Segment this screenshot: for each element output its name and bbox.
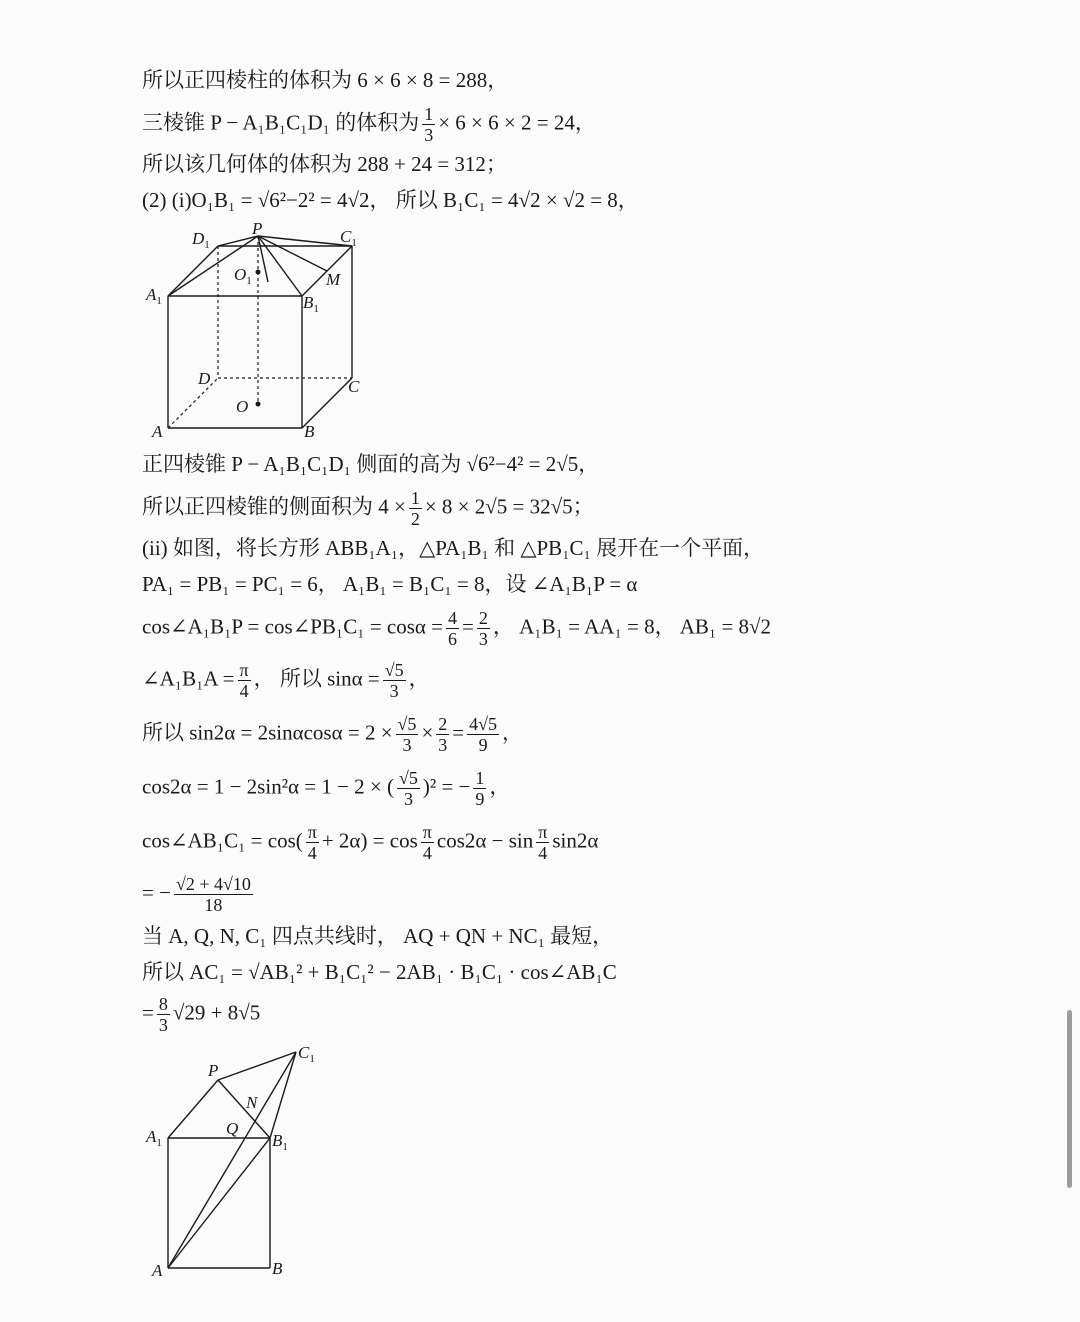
lengths-line: PA₁ = PB₁ = PC₁ = 6， A₁B₁ = B₁C₁ = 8，设 ∠A₁B₁P = α xyxy=(142,572,638,596)
fraction-eight-thirds: $\frac{8}{3}$ xyxy=(158,994,168,1035)
text-segment: = xyxy=(452,720,465,745)
volume-pyramid-line xyxy=(142,104,596,145)
fraction-one-third: $\frac{1}{3}$ xyxy=(424,104,434,145)
text-segment: cos∠AB₁C₁ = cos( xyxy=(142,828,303,853)
part2-i-line: (2) (i)O₁B₁ = √6²−2² = 4√2， 所以 B₁C₁ = 4√2 × √2 = 8， xyxy=(142,188,639,212)
collinear-line: 当 A, Q, N, C₁ 四点共线时， AQ + QN + NC₁ 最短， xyxy=(142,924,614,948)
figure-unfolded-net xyxy=(140,1040,340,1280)
label-C1: $C_1$ xyxy=(298,1043,315,1065)
label-O: O xyxy=(236,397,249,416)
text-segment: sin2α xyxy=(552,828,599,853)
text-segment: 所以正四棱锥的侧面积为 4 × xyxy=(142,494,406,519)
text-segment: 三棱锥 P − A₁B₁C₁D₁ 的体积为 xyxy=(142,110,420,135)
volume-prism-line: 所以正四棱柱的体积为 6 × 6 × 8 = 288， xyxy=(142,68,509,92)
text-segment: 所以 sin2α = 2sinαcosα = 2 × xyxy=(142,720,393,745)
fraction-one-ninth: $\frac{1}{9}$ xyxy=(475,768,485,809)
text-segment: )² = − xyxy=(422,774,471,799)
label-B1: $B_1$ xyxy=(303,293,319,315)
text-segment: + 2α) = cos xyxy=(321,828,418,853)
fraction-cos-result: $\frac{√2 + 4√10}{18}$ xyxy=(175,874,251,915)
fraction-four-sqrt5-9: $\frac{4√5}{9}$ xyxy=(469,714,498,755)
cos-alpha-line xyxy=(142,608,771,649)
label-A: A xyxy=(152,422,163,441)
vertical-scrollbar[interactable] xyxy=(1067,1010,1072,1188)
fraction-pi-four: $\frac{\pi}{4}$ xyxy=(239,660,249,701)
sin-alpha-line xyxy=(142,660,430,701)
text-segment: × xyxy=(421,720,434,745)
text-segment: = − xyxy=(142,880,171,905)
fraction-one-half: $\frac{1}{2}$ xyxy=(410,488,420,529)
label-B: B xyxy=(304,422,315,441)
ac1-result-line xyxy=(142,994,260,1035)
label-P: P xyxy=(208,1061,219,1080)
fraction-sqrt5-3: $\frac{√5}{3}$ xyxy=(384,660,404,701)
cos-angle-line xyxy=(142,822,598,863)
part2-ii-line: (ii) 如图，将长方形 ABB₁A₁，△PA₁B₁ 和 △PB₁C₁ 展开在一个平面， xyxy=(142,536,765,560)
text-segment: ， xyxy=(408,666,430,691)
fraction-pi-four: $\frac{\pi}{4}$ xyxy=(422,822,432,863)
label-C1: $C_1$ xyxy=(340,227,357,249)
fraction-sqrt5-3: $\frac{√5}{3}$ xyxy=(397,714,417,755)
lateral-height-line: 正四棱锥 P − A₁B₁C₁D₁ 侧面的高为 √6²−4² = 2√5， xyxy=(142,452,600,476)
figure-prism-pyramid xyxy=(140,222,380,444)
text-segment: × 8 × 2√5 = 32√5； xyxy=(424,494,594,519)
label-Q: Q xyxy=(226,1119,239,1138)
cos-2alpha-line xyxy=(142,768,510,809)
label-A1: $A_1$ xyxy=(146,1127,162,1149)
volume-total-line: 所以该几何体的体积为 288 + 24 = 312； xyxy=(142,152,507,176)
fraction-four-sixths: $\frac{4}{6}$ xyxy=(448,608,458,649)
label-C: C xyxy=(348,377,360,396)
label-A: A xyxy=(152,1261,163,1280)
lateral-area-line xyxy=(142,488,594,529)
text-segment: ∠A₁B₁A = xyxy=(142,666,235,691)
label-D: D xyxy=(198,369,211,388)
cos-result-line xyxy=(142,874,256,915)
label-B1: $B_1$ xyxy=(272,1131,288,1153)
label-O1: $O_1$ xyxy=(234,265,252,287)
fraction-two-thirds: $\frac{2}{3}$ xyxy=(438,714,448,755)
text-segment: cos2α − sin xyxy=(436,828,534,853)
label-A1: $A_1$ xyxy=(146,285,162,307)
label-P: P xyxy=(252,222,263,238)
text-segment: ， A₁B₁ = AA₁ = 8， AB₁ = 8√2 xyxy=(492,614,772,639)
fraction-pi-four: $\frac{\pi}{4}$ xyxy=(538,822,548,863)
text-segment: × 6 × 6 × 2 = 24， xyxy=(438,110,596,135)
text-segment: = xyxy=(142,1000,154,1025)
text-segment: ， 所以 sinα = xyxy=(253,666,380,691)
fraction-pi-four: $\frac{\pi}{4}$ xyxy=(307,822,317,863)
label-D1: $D_1$ xyxy=(192,229,210,251)
text-segment: √29 + 8√5 xyxy=(172,1000,261,1025)
label-N: N xyxy=(246,1093,258,1112)
label-M: M xyxy=(326,270,341,289)
text-segment: cos∠A₁B₁P = cos∠PB₁C₁ = cosα = xyxy=(142,614,444,639)
text-segment: ， xyxy=(502,720,524,745)
sin-2alpha-line xyxy=(142,714,523,755)
text-segment: ， xyxy=(489,774,511,799)
ac1-line: 所以 AC₁ = √AB₁² + B₁C₁² − 2AB₁ · B₁C₁ · cos∠AB₁C xyxy=(142,960,617,984)
label-B: B xyxy=(272,1259,283,1278)
fraction-two-thirds: $\frac{2}{3}$ xyxy=(478,608,488,649)
text-segment: = xyxy=(462,614,474,639)
text-segment: cos2α = 1 − 2sin²α = 1 − 2 × ( xyxy=(142,774,395,799)
fraction-sqrt5-3: $\frac{√5}{3}$ xyxy=(399,768,418,809)
